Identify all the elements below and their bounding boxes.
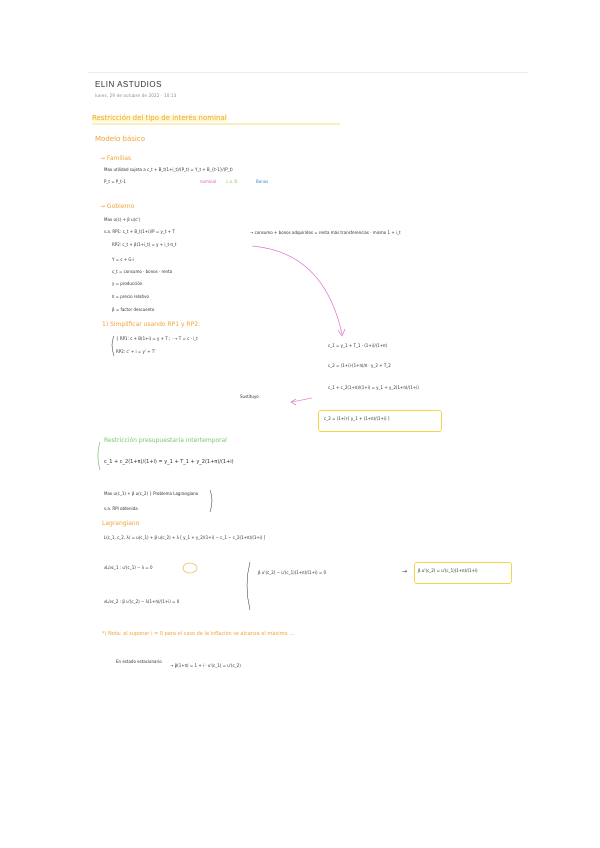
eq-right-2: c_2 = (1+i)·(1+π)/π · y_2 + T_2 — [328, 363, 391, 368]
green-brace — [98, 442, 100, 470]
eq-sa-rpi: s.a. RPI obtenida — [104, 506, 138, 511]
pink-arrow-curve — [252, 246, 342, 334]
eq-gob-max: Max u(c) + β u(c') — [104, 217, 141, 222]
pink-arrow-back — [292, 398, 312, 402]
list-item-5: β = factor descuento — [112, 307, 155, 312]
brace-simplificar — [112, 336, 114, 356]
heading-rpi: Restricción presupuestaria intertemporal — [104, 437, 227, 444]
list-item-3: y = producción — [112, 281, 143, 286]
eq-lagrangiano: L(c_1, c_2, λ) = u(c_1) + β u(c_2) + λ [ y_1 + y_2/(1+i) − c_1 − c_2(1+π)/(1+i) ] — [104, 535, 266, 540]
note-cob: c.o. B — [226, 179, 238, 184]
label-sustituyo: Sustituyo — [240, 394, 259, 399]
eq-pi: P_t = P_t-1 — [104, 179, 126, 184]
page-title: ELIN ASTUDIOS — [95, 80, 162, 89]
eq-max-lagr: Max u(c_1) + β u(c_2) } Problema Lagrangiano — [104, 491, 199, 496]
heading-model: Modelo básico — [95, 135, 145, 143]
note-final: *) Nota: al suponer i = 0 para el caso de la inflación se alcanza el máximo .... — [102, 631, 296, 637]
list-item-1: Y = c + G·i — [112, 257, 134, 262]
note-gob: → consumo + bonos adquiridos = renta más transferencias · mismo 1 + i_t — [250, 230, 401, 235]
label-familias: → Familias — [100, 155, 132, 162]
eq-euler: β u'(c_2) = u'(c_1)(1+π)/(1+i) — [418, 568, 478, 573]
arrow-result: → — [402, 568, 408, 575]
eq-rpi: c_1 + c_2(1+π)/(1+i) = y_1 + T_1 + y_2(1+π)/(1+i) — [104, 459, 234, 465]
eq-foc-1: ∂L/∂c_1 : u'(c_1) − λ = 0 — [104, 565, 153, 570]
page-timestamp: lunes, 29 de octubre de 2022 · 10:13 — [95, 93, 177, 98]
eq-gob-rp1: s.a. RP1: c_t + B_t(1+i)/P = y_t + T — [104, 229, 175, 234]
heading-main: Restricción del tipo de interés nominal — [92, 114, 227, 122]
label-simplificar: 1) Simplificar usando RP1 y RP2: — [102, 321, 201, 328]
eq-gob-rp2: RP2: c_t + β(1+i_t) = y + i_t·π_t — [112, 242, 177, 247]
list-item-4: π = precio relativo — [112, 294, 149, 299]
eq-utilidad: Max utilidad sujeta a c_t + B_t(1+i_t)/(P_t) = Y_t + B_{t-1}/(P_t) — [104, 167, 233, 172]
brace-lagr — [210, 490, 212, 512]
circle-lambda — [183, 563, 197, 573]
heading-lagrangiano: Lagrangiano — [102, 520, 140, 527]
eq-estacionario: → β(1+π) = 1 + i · u'(c_1) = u'(c_2) — [170, 663, 241, 668]
note-bonos: Bonos — [256, 179, 269, 184]
brace-foc — [247, 562, 250, 610]
eq-right-1: c_1 = y_1 + T_1 · (1+i)/(1+π) — [328, 343, 388, 348]
note-nominal: nominal — [200, 179, 217, 184]
eq-right-3: c_1 + c_2(1+π)/(1+i) = y_1 + y_2(1+π)/(1+i) — [328, 385, 419, 390]
eq-right-4: c_2 = (1+i)·[ y_1 + (1+π)/(1+i) ] — [324, 416, 390, 421]
label-gobierno: → Gobierno — [100, 203, 135, 210]
eq-simp-1: { RP1: c + B(1+i) = y + T ; · → T = c · i_t — [116, 336, 198, 341]
eq-foc-result: β u'(c_2) − u'(c_1)(1+π)/(1+i) = 0 — [258, 570, 327, 575]
eq-simp-2: RP2: c' + i = y' + T' — [116, 349, 156, 354]
label-estacionario: En estado estacionario — [116, 659, 162, 664]
eq-foc-2: ∂L/∂c_2 : β u'(c_2) − λ(1+π)/(1+i) = 0 — [104, 599, 180, 604]
list-item-2: c_t = consumo · bonos · renta — [112, 269, 173, 274]
